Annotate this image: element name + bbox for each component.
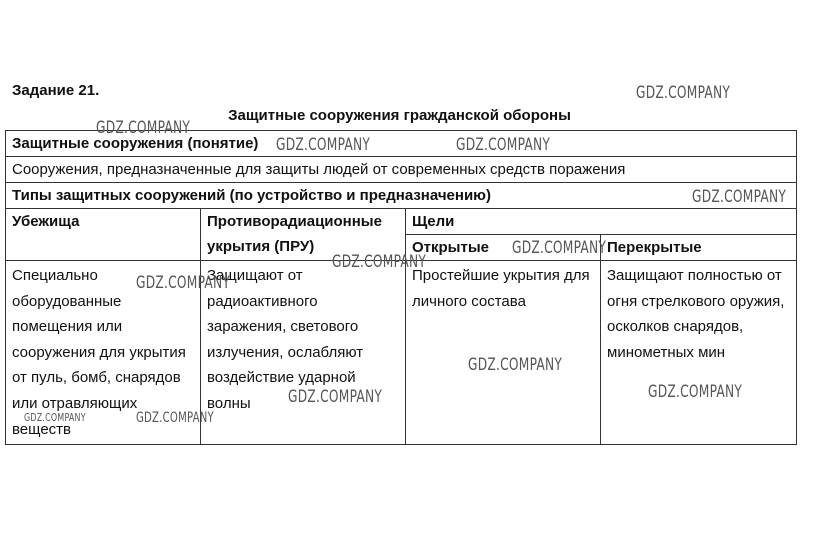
watermark: GDZ.COMPANY	[636, 83, 731, 103]
watermark: GDZ.COMPANY	[332, 252, 427, 272]
watermark: GDZ.COMPANY	[648, 382, 743, 402]
types-header: Типы защитных сооружений (по устройство и предназначению)	[6, 183, 797, 209]
watermark: GDZ.COMPANY	[136, 273, 231, 293]
watermark: GDZ.COMPANY	[96, 118, 191, 138]
desc-anti-radiation: Защищают от радиоактивного заражения, светового излучения, ослабляют воздействие ударной волны	[201, 261, 406, 445]
desc-shelters: Специально оборудованные помещения или сооружения для укрытия от пуль, бомб, снарядов или отравляющих веществ	[6, 261, 201, 445]
watermark: GDZ.COMPANY	[468, 355, 563, 375]
watermark: GDZ.COMPANY	[512, 238, 607, 258]
col-anti-radiation: Противорадиационные укрытия (ПРУ)	[201, 209, 406, 261]
watermark: GDZ.COMPANY	[692, 187, 787, 207]
watermark: GDZ.COMPANY	[456, 135, 551, 155]
concept-definition: Сооружения, предназначенные для защиты людей от современных средств поражения	[6, 157, 797, 183]
desc-open: Простейшие укрытия для личного состава	[406, 261, 601, 445]
desc-covered: Защищают полностью от огня стрелкового оружия, осколков снарядов, минометных мин	[601, 261, 797, 445]
col-shelters: Убежища	[6, 209, 201, 261]
table-title-text: Защитные сооружения гражданской обороны	[228, 107, 571, 124]
col-trenches: Щели	[406, 209, 797, 235]
watermark: GDZ.COMPANY	[276, 135, 371, 155]
task-title: Задание 21.	[12, 82, 100, 99]
watermark: GDZ.COMPANY	[136, 410, 214, 426]
concept-header: Защитные сооружения (понятие)	[6, 131, 797, 157]
watermark: GDZ.COMPANY	[24, 411, 86, 424]
col-open: Открытые	[406, 235, 601, 261]
col-covered: Перекрытые	[601, 235, 797, 261]
watermark: GDZ.COMPANY	[288, 387, 383, 407]
